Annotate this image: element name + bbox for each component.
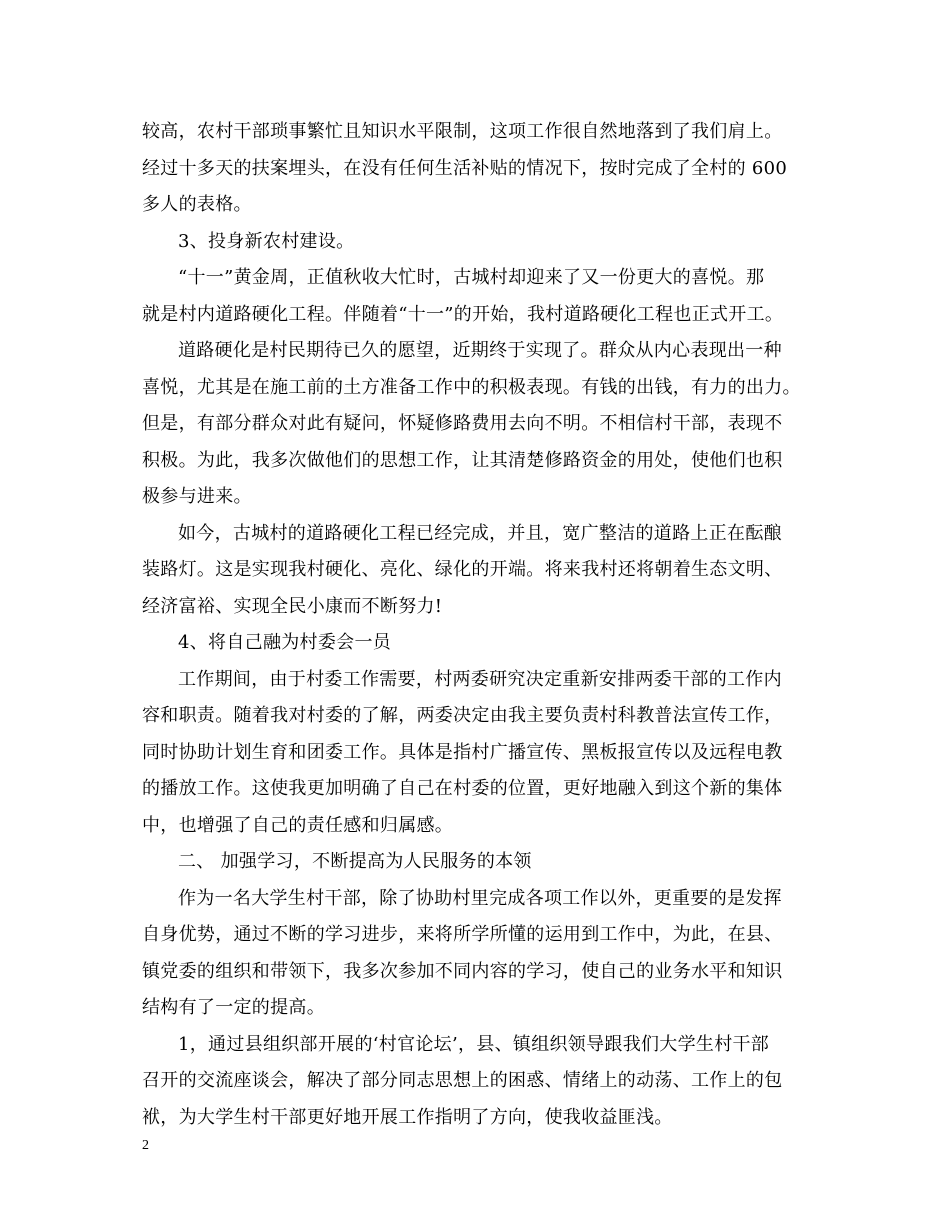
text-line: 结构有了一定的提高。 xyxy=(142,997,325,1018)
text-line: 自身优势，通过不断的学习进步，来将所学所懂的运用到工作中，为此，在县、 xyxy=(142,924,783,945)
text-line: 同时协助计划生育和团委工作。具体是指村广播宣传、黑板报宣传以及远程电教 xyxy=(142,741,783,763)
text-line: 装路灯。这是实现我村硬化、亮化、绿化的开端。将来我村还将朝着生态文明、 xyxy=(142,559,783,580)
text-line: 中，也增强了自己的责任感和归属感。 xyxy=(142,814,454,836)
text-line: 作为一名大学生村干部，除了协助村里完成各项工作以外，更重要的是发挥 xyxy=(178,887,782,909)
text-line: 容和职责。随着我对村委的了解，两委决定由我主要负责村科教普法宣传工作， xyxy=(142,705,783,726)
text-line: 召开的交流座谈会，解决了部分同志思想上的困惑、情绪上的动荡、工作上的包 xyxy=(142,1070,783,1091)
text-line: 喜悦，尤其是在施工前的土方准备工作中的积极表现。有钱的出钱，有力的出力。 xyxy=(142,376,801,398)
text-line: 的播放工作。这使我更加明确了自己在村委的位置，更好地融入到这个新的集体 xyxy=(142,778,783,799)
text-line: 工作期间，由于村委工作需要，村两委研究决定重新安排两委干部的工作内 xyxy=(178,668,782,690)
document-body xyxy=(142,114,822,1136)
text-line: “十一”黄金周，正值秋收大忙时，古城村却迎来了又一份更大的喜悦。那 xyxy=(178,267,765,288)
text-line: 1，通过县组织部开展的‘村官论坛’，县、镇组织领导跟我们大学生村干部 xyxy=(178,1033,770,1055)
text-line: 极参与进来。 xyxy=(142,486,252,507)
text-line: 袱，为大学生村干部更好地开展工作指明了方向，使我收益匪浅。 xyxy=(142,1106,673,1128)
text-line: 3、投身新农村建设。 xyxy=(178,230,355,252)
text-line: 如今，古城村的道路硬化工程已经完成，并且，宽广整洁的道路上正在酝酿 xyxy=(178,522,782,544)
text-line: 但是，有部分群众对此有疑问，怀疑修路费用去向不明。不相信村干部，表现不 xyxy=(142,413,783,434)
text-line: 二、 加强学习，不断提高为人民服务的本领 xyxy=(178,851,532,872)
text-line: 经过十多天的扶案埋头，在没有任何生活补贴的情况下，按时完成了全村的 600 xyxy=(142,157,788,179)
text-line: 多人的表格。 xyxy=(142,194,252,215)
text-line: 较高，农村干部琐事繁忙且知识水平限制，这项工作很自然地落到了我们肩上。 xyxy=(142,121,783,142)
text-line: 镇党委的组织和带领下，我多次参加不同内容的学习，使自己的业务水平和知识 xyxy=(142,960,783,982)
page-number: 2 xyxy=(142,1138,149,1153)
text-line: 就是村内道路硬化工程。伴随着“十一”的开始，我村道路硬化工程也正式开工。 xyxy=(142,303,784,325)
text-line: 4、将自己融为村委会一员 xyxy=(178,632,392,653)
text-line: 经济富裕、实现全民小康而不断努力! xyxy=(142,595,443,617)
text-line: 道路硬化是村民期待已久的愿望，近期终于实现了。群众从内心表现出一种 xyxy=(178,340,782,361)
text-line: 积极。为此，我多次做他们的思想工作，让其清楚修路资金的用处，使他们也积 xyxy=(142,449,783,471)
